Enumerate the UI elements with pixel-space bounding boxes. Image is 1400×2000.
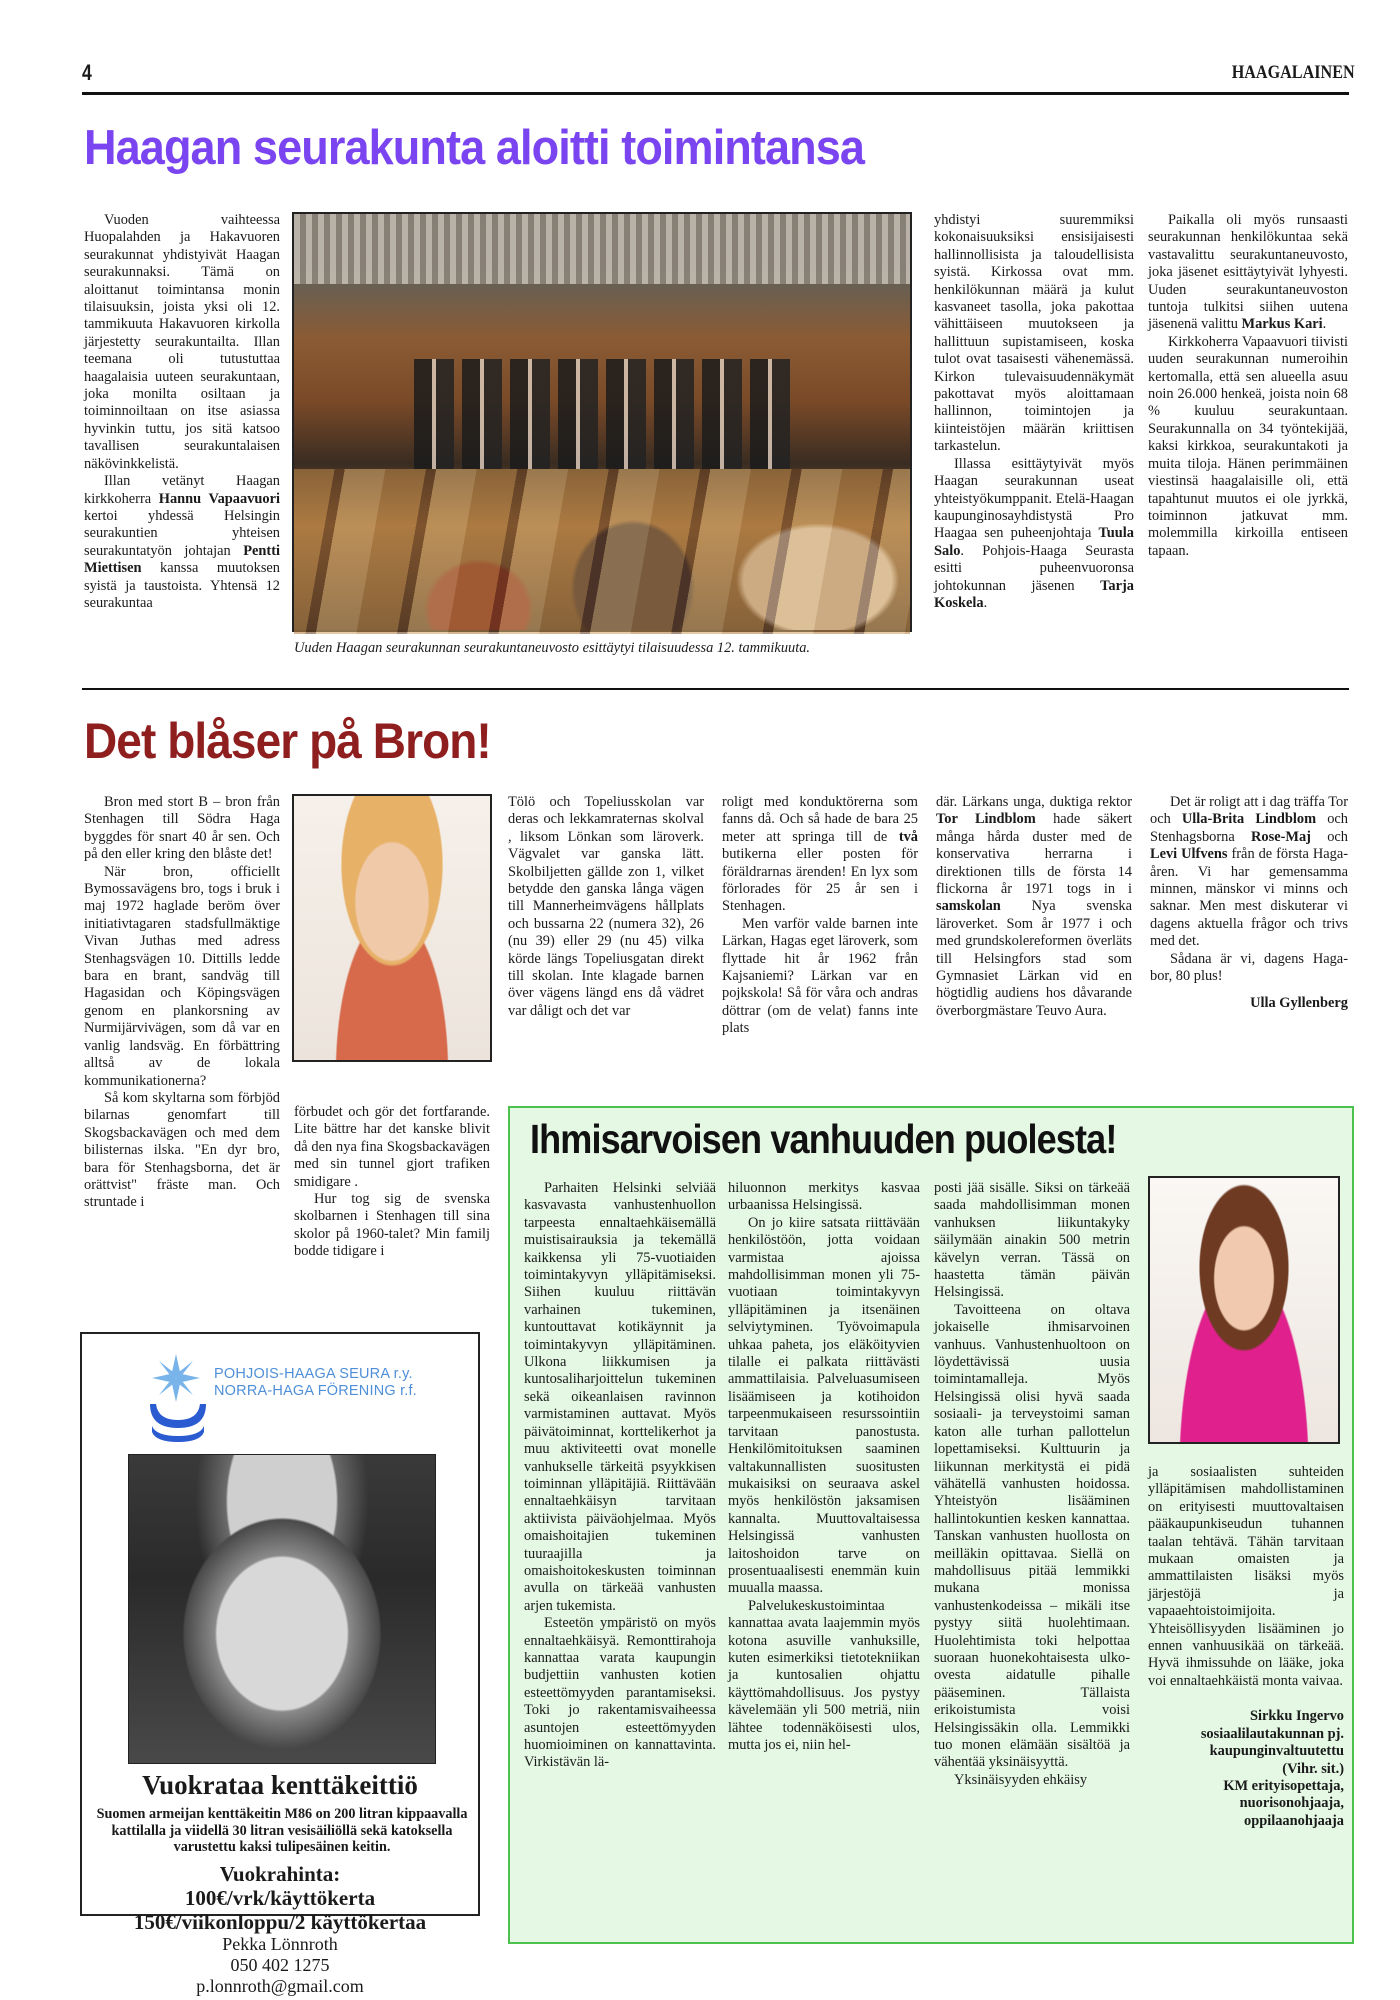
article1-paragraph: Vuoden vaihteessa Huopalahden ja Hakavuoren seurakunnat yhdistyivät Haagan seurakunnaksi. Tämä on aloittanut toimintansa monin tilaisuuksin, joista yksi oli 12. tammikuuta Hakavuoren kirkolla järjestetty seurakuntailta. Illan teemana oli tutustuttaa haagalaisia uuteen seurakuntaan, joka monilta osiltaan ja toiminnoiltaan on itse asiassa hyvinkin tuttu, jos sitä katsoo tavallisen seurakuntalaisen näkövinkkelistä. <box>84 212 280 472</box>
author-portrait-photo <box>292 794 492 1062</box>
article1-column-3 <box>934 212 1134 612</box>
ad-contact <box>82 1934 478 1997</box>
person-name: Tor Lindblom <box>936 811 1036 828</box>
article3-paragraph: Tavoitteena on oltava jokaiselle ihmisarvoinen vanhuus. Vanhustenhuoltoon on löydettävissä uusia toimintamalleja. Myös Helsingissä olisi hyvä saada sosiaali- ja terveystoimi saman katon alle turhan pallottelun lopettamiseksi. Kulttuurin ja liikunnan merkitystä ei pidä vähätellä vanhusten hoidossa. Yhteistyön lisääminen hallintokuntien kesken kannattaa. Tanskan vanhusten huollosta on meilläkin opittavaa. Siellä on mahdollisuus pitää lemmikki mukana monissa vanhustenkodeissa – mikäli itse pystyy siitä huolehtimaan. Huolehtimista toki helpottaa suoraan huonekohtaisesta ulko-ovesta aidatulle pihalle pääseminen. Tällaista erikoistumista voisi Helsingissäkin olla. Lemmikki tuo monen elämään sisältöä ja vähentää yksinäisyyttä. <box>934 1301 1130 1771</box>
article1-paragraph: Kirkkoherra Vapaavuori tiivisti uuden seurakunnan numeroihin kertomalla, että sen alueella asuu noin 26.000 henkeä, joista noin 68 % kuuluu seurakuntaan. Seurakunnalla on 34 työntekijää, kaksi kirkkoa, seurakuntakoti ja muita tiloja. Hänen perimmäinen viestinsä haagalaisille oli, että tapahtunut muutos ei ole jyrkkä, toiminnon jatkuvat mm. molemmilla kirkoilla entiseen tapaan. <box>1148 333 1348 559</box>
person-name: Ulla-Brita Lindblom <box>1181 811 1317 828</box>
article2-paragraph: Hur tog sig de svenska skolbarnen i Stenhagen till sina skolor på 1960-talet? Min familj bodde tidigare i <box>294 1191 490 1260</box>
association-logo-text: POHJOIS-HAAGA SEURA r.y. NORRA-HAGA FÖRENING r.f. <box>214 1366 417 1399</box>
article2-paragraph: Det är roligt att i dag träffa Tor och Ulla-Brita Lindblom och Stenhagsborna Rose-Maj och Levi Ulfvens från de första Haga-åren. Vi har gemensamma minnen, mänskor vi minns och saknar. Men mest diskuterar vi dagens aktuella frågor och trivs med det. <box>1150 794 1349 950</box>
article3-paragraph: Parhaiten Helsinki selviää kasvavasta vanhustenhuollon tarpeesta ennaltaehkäisemällä muistisairauksia ja tekemällä kaikkensa yli 75-vuotiaiden toimintakyvyn ylläpitämiseksi. Siihen kuuluu riittävän varhainen tukeminen, kuntouttavat kotikäynnit ja toimintakyvyn ylläpitäminen. Ulkona liikkumisen ja kuntosaliharjoittelun tukeminen sekä oikeanlaisen ravinnon varmistaminen auttavat. Myös päivätoiminnat, korttelikerhot ja muu aktiviteetti ovat monelle vanhukselle tärkeitä psyykkisen toiminnan ylläpitäjiä. Riittävään ennaltaehkäisyn tarvitaan aktiivista päiväohjelmaa. Myös omaishoitajien tukeminen tuuraajilla ja omaishoitokeskusten toiminnan avulla on tärkeää vanhusten arjen tukemista. <box>524 1180 716 1614</box>
person-name: Hannu Vapaavuori <box>158 490 280 507</box>
person-name: Tarja Koskela <box>934 577 1134 611</box>
article3-column-1 <box>524 1180 716 1772</box>
photo-ceiling <box>294 214 910 284</box>
page-number: 4 <box>82 60 92 85</box>
article2-column-2 <box>294 1104 490 1261</box>
person-name: Markus Kari <box>1241 316 1323 333</box>
article1-headline: Haagan seurakunta aloitti toimintansa <box>84 121 865 175</box>
section-rule <box>82 688 1349 690</box>
photo-people <box>414 359 794 469</box>
article3-paragraph: Yksinäisyyden ehkäisy <box>954 1771 1088 1788</box>
article2-paragraph: Sådana är vi, dagens Haga-bor, 80 plus! <box>1150 950 1348 985</box>
article2-column-4 <box>722 794 918 1038</box>
article2-author: Ulla Gyllenberg <box>1250 995 1348 1012</box>
article3-column-4 <box>1148 1464 1344 1830</box>
article3-paragraph: Palvelukeskustoimintaa kannattaa avata laajemmin myös kotona asuville vanhuksille, kuten esimerkiksi tietotekniikan ja kuntosalien ohjattu käyttömahdollisuus. Jos pystyy kävelemään yli 500 metriä, niin lähtee todennäköisesti ulos, mutta jos ei, niin hel- <box>728 1597 920 1753</box>
article3-column-2 <box>728 1180 920 1754</box>
snowflake-star-icon <box>152 1354 200 1402</box>
article2-paragraph: Bron med stort B – bron från Stenhagen till Södra Haga byggdes för snart 40 år sen. Och på den eller kring den blåste det! <box>84 794 280 863</box>
article3-paragraph: hiluonnon merkitys kasvaa urbaanissa Helsingissä. <box>728 1180 920 1214</box>
article2-paragraph: Tölö och Topeliusskolan var deras och lekkamraternas skolval , liksom Lönkan som läroverk. Vägvalet var ganska lätt. Skolbiljetten gällde zon 1, vilket betydde den ganska långa vägen till Mannerheimvägens hållplats och bussarna 22 (numera 32), 26 (nu 39) eller 29 (nu 45) vilka körde längs Topeliusgatan direkt till skolan. Inte klagade barnen över vägens längd ens då vädret var dåligt och det var <box>508 794 704 1019</box>
article1-paragraph: Illan vetänyt Haagan kirkkoherra Hannu Vapaavuori kertoi yhdessä Helsingin seurakuntien yhteisen seurakuntatyön johtajan Pentti Miettisen kanssa muutoksen syistä ja taustoista. Yhtensä 12 seurakuntaa <box>84 473 280 611</box>
article2-paragraph: där. Lärkans unga, duktiga rektor Tor Lindblom hade säkert många hårda duster med de konservativa herrarna i direktionen tills de första 14 flickorna år 1971 togs in i samskolan Nya svenska läroverket. Som år 1977 i och med grundskolereformen överläts till Helsingfors stad som Gymnasiet Lärkan vid en högtidlig audiens hos dåvarande överborgmästare Teuvo Aura. <box>936 794 1132 1019</box>
photo-tables <box>294 469 910 634</box>
contact-name: Pekka Lönnroth <box>222 1934 338 1954</box>
person-name: Rose-Maj <box>1251 828 1311 845</box>
sirkku-ingervo-photo <box>1148 1176 1340 1444</box>
person-name: Pentti Miettisen <box>84 542 280 577</box>
article3-paragraph: posti jää sisälle. Siksi on tärkeää saada mahdollisimman monen vanhuksen liikuntakyky säilymään ainakin 500 metrin kävelyn verran. Tässä on haastetta tämän päivän Helsingissä. <box>934 1180 1130 1301</box>
article1-column-4 <box>1148 212 1348 560</box>
article1-column-1 <box>84 212 280 612</box>
ad-description: Suomen armeijan kenttäkeitin M86 on 200 litran kippaavalla kattilalla ja viidellä 30 litran vesisäiliöllä sekä katoksella varustettu kaksi tulipesäinen keitin. <box>96 1806 468 1855</box>
article3-headline: Ihmisarvoisen vanhuuden puolesta! <box>530 1116 1117 1162</box>
article3-column-3 <box>934 1180 1130 1789</box>
article3-signature: Sirkku Ingervo sosiaalilautakunnan pj. kaupunginvaltuutettu (Vihr. sit.) KM erityisopettaja, nuorisonohjaaja, oppilaanohjaaja <box>1200 1708 1344 1829</box>
parish-council-photo <box>292 212 912 632</box>
article2-column-3 <box>508 794 704 1020</box>
article2-paragraph: förbudet och gör det fortfarande. Lite bättre har det kanske blivit då den nya fina Skogsbackavägen med sin tunnel gjort trafiken smidigare . <box>294 1104 490 1190</box>
article1-paragraph: Paikalla oli myös runsaasti seurakunnan henkilökuntaa sekä vastavalittu seurakuntaneuvosto, joka jäsenet esittäytyivät lyhyesti. Uuden seurakuntaneuvoston tuntoja tulkitsi siihen uutena jäsenenä valittu Markus Kari. <box>1148 212 1348 333</box>
contact-phone[interactable]: 050 402 1275 <box>230 1955 330 1975</box>
bowl-logo-icon <box>148 1402 208 1442</box>
masthead: HAAGALAINEN <box>1232 62 1355 83</box>
header-rule <box>82 92 1349 95</box>
article2-paragraph: Men varför valde barnen inte Lärkan, Hagas eget läroverk, som flyttade hit år 1962 från Kajsaniemi? Lärkan var en pojkskola! Så för våra och andras döttrar (om de velat) fanns inte plats <box>722 915 918 1037</box>
article2-paragraph: roligt med konduktörerna som fanns då. Och så hade de bara 25 meter att springa till de två butikerna eller posten för föräldrarnas ärenden! En lyx som förlorades för 25 år sen i Stenhagen. <box>722 794 918 915</box>
article3-paragraph: ja sosiaalisten suhteiden ylläpitämisen mahdollistaminen on erityisesti muuttovaltaisen pääkaupunkiseudun tuhannen taalan tehtävä. Tähän tarvitaan mukaan omaisten ja ammattilaisten lisäksi myös järjestöjä ja vapaaehtoistoimijoita. Yhteisöllisyyden lisääminen jo ennen vanhuusikää on tärkeää. Hyvä ihmissuhde on lääke, joka voi ennaltaehkäistä monta vaivaa. <box>1148 1464 1344 1689</box>
article2-column-1 <box>84 794 280 1212</box>
article3-paragraph: Esteetön ympäristö on myös ennaltaehkäisyä. Remonttirahoja kannattaa varata kaupungin budjettiin vanhusten kotien esteettömyyden parantamiseksi. Toki jo rakentamisvaiheessa asuntojen esteettömyyden huomioiminen on kannattavinta. Virkistävän lä- <box>524 1615 716 1771</box>
article1-paragraph: Illassa esittäytyivät myös Haagan seurakunnan useat yhteistyökumppanit. Etelä-Haagan kaupunginosayhdistystä Pro Haagaa sen puheenjohtaja Tuula Salo. Pohjois-Haaga Seurasta esitti puheenvuoronsa johtokunnan jäsenen Tarja Koskela. <box>934 455 1134 611</box>
person-name: Levi Ulfvens <box>1150 846 1228 863</box>
article2-column-6 <box>1150 794 1348 1013</box>
field-kitchen-advertisement <box>80 1332 480 1996</box>
person-name: Tuula Salo <box>934 525 1134 559</box>
ad-price: Vuokrahinta: 100€/vrk/käyttökerta 150€/viikonloppu/2 käyttökertaa <box>133 1862 427 1934</box>
field-kitchen-photo <box>128 1454 436 1764</box>
ad-title: Vuokrataa kenttäkeittiö <box>142 1770 418 1800</box>
article2-paragraph: När bron, officiellt Bymossavägens bro, togs i bruk i maj 1972 haglade beröm över initiativtagaren stadsfullmäktige Vivan Juthas med adress Stenhagsvägen 10. Dittills ledde bara en brant, sandväg till Hagasidan och Köpingsvägen genom en plankorsning av Nurmijärvivägen, som då var en vanlig landsväg. En förbättring alltså av de lokala kommunikationerna? <box>84 863 280 1089</box>
article2-column-5 <box>936 794 1132 1020</box>
article1-paragraph: yhdistyi suuremmiksi kokonaisuuksiksi ensisijaisesti hallinnollisista ja taloudellisista syistä. Kirkossa ovat mm. henkilökunnan määrä ja kulut kasvaneet tasolla, joka pakottaa vähittäiseen muutokseen ja hallittuun supistamiseen, koska tulot ovat tasaisesti vähenemässä. Kirkon tulevaisuudennäkymät pakottavat myös aloittamaan hallinnon, toimintojen ja kiinteistöjen määrän kriittisen tarkastelun. <box>934 212 1134 455</box>
article2-paragraph: Så kom skyltarna som förbjöd bilarnas genomfart till Skogsbackavägen och med dem bilisternas ilska. "En dyr bro, bara för Stenhagsborna, det är orättvist" fräste man. Och struntade i <box>84 1089 280 1211</box>
photo-caption: Uuden Haagan seurakunnan seurakuntaneuvosto esittäytyi tilaisuudessa 12. tammikuuta. <box>294 640 811 656</box>
contact-email-link[interactable]: p.lonnroth@gmail.com <box>196 1976 364 1996</box>
article2-headline: Det blåser på Bron! <box>84 713 491 769</box>
article3-paragraph: On jo kiire satsata riittävään henkilöstöön, jotta voidaan varmistaa ajoissa mahdollisimman monen yli 75-vuotiaan toimintakyvyn ylläpitäminen ja itsenäinen selviytyminen. Työvoimapula uhkaa paheta, jos eläköityvien tilalle ei palkata riittävästi ammattilaisia. Palveluasumiseen lisäämiseen ja kotihoidon tarpeenmukaiseen resurssointiin tarvitaan panostusta. Henkilömitoituksen saaminen valtakunnallisten suositusten mukaisiksi on seuraava askel myös henkilöstön jaksamisen kannalta. Muuttovaltaisessa Helsingissä vanhusten laitoshoidon tarve on prosentuaalisesti enemmän kuin muualla maassa. <box>728 1214 920 1597</box>
